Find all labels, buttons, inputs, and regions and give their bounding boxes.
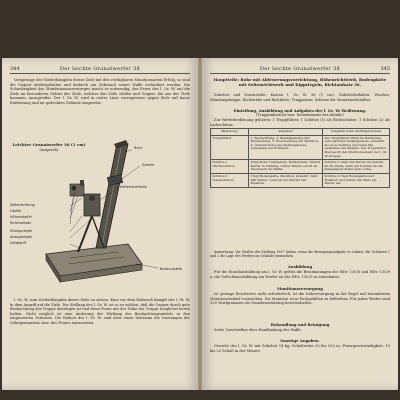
right-header [210, 66, 390, 74]
table-row [211, 173, 390, 187]
clamp-drawing [107, 175, 122, 186]
section-title: Einteilung, Ausbildung und Aufgaben der l. Gr. W.-Bedienung. [233, 108, 367, 113]
sight-drawing [70, 180, 84, 196]
table-row [211, 135, 390, 160]
left-page-number: 344 [10, 66, 20, 72]
sonstige-title: Sonstige Angaben. [280, 338, 320, 343]
label-hoehenrichttrieb: Höhenrichttrieb [120, 185, 147, 189]
table-cell: Schütze 2 trägt Bodenplatte und Munition und nimmt den Platz am Werfer ein. [323, 173, 390, 187]
table-cell: Truppführer [211, 135, 249, 160]
table-cell: Trägt Rohr, Tragriemen, Richtaufsatz. Nimmt Werfer in Stellung, richtet Werfer, feuert ab. Überwacht die Waffe. [249, 160, 323, 174]
sonstige-text [210, 344, 390, 354]
footnote-paragraph: Anmerkung: Vor Werfen der Stellung 1937 haben, wenn die Bewegungsaufgabe es zulässt, die Schützen 1 und 2 die Lage des Werfers im Gelände einzusehen. [210, 250, 390, 258]
left-running-title: Der leichte Granatwerfer 36 [59, 66, 141, 72]
section-note-paragraph: Zur Werferbedienung gehören: 1 Truppführer, 1 Schütze (1) als Richtschütze, 1 Schütze (2) als Ladeschütze. [210, 118, 390, 127]
table-cell: Trägt Bodenplatte, Munition, Zubehör. Lädt, hält Werfer, versorgt den Werfer mit Munition. [249, 173, 323, 187]
label-seitenrichtung: Seitenrichtung [10, 203, 35, 207]
figure-subtitle: (Ansprech) [39, 148, 59, 152]
munition-text [210, 292, 390, 307]
left-header [10, 66, 190, 74]
label-haltegriff: Haltegriff [10, 241, 26, 245]
right-page [202, 58, 398, 390]
table-cell: 1. Beobachtung, 2. Befehlsgebung und Feuerleitung, 3. Überwachung der Munition, 4. Überwachung des Stellungsbaues, Anweisung der Schützen. [249, 135, 323, 160]
behandlung-paragraph: Siehe Vorschriften über Handhabung der Waffe. [214, 328, 302, 332]
label-hoehenstaffel: Höhenstaffel [10, 215, 32, 219]
mortar-figure [8, 136, 194, 294]
table-header-cell: Aufgaben [249, 129, 323, 136]
label-bodenplatte: Boden-platte [160, 267, 182, 271]
label-richtaufsatz: Richtaufsatz [10, 221, 32, 225]
table-cell: Der Truppführer führt die Bedienung zum nächsten Stellungsraum, erkundet die neue Stellung und leitet das Aufstellen des Werfers. Der Truppführer überwacht den Munitionsersatz der l. Gr. W.-Gruppe. [323, 135, 390, 160]
left-page [2, 58, 198, 390]
barrel-drawing [96, 140, 128, 248]
label-abzugsbuegel: Abzugsbügel [10, 235, 32, 239]
label-schelle: Schelle [142, 163, 155, 167]
table-cell: Schütze 2 (Ladeschütze) [211, 173, 249, 187]
table-cell: Schütze 1 trägt den Werfer im Gefecht an die Stelle, dann der Schütze an der festgelegten Stelle nach vorne. [323, 160, 390, 174]
behandlung-title: Behandlung und Reinigung [270, 322, 330, 327]
abschnitt-paragraph: Für die Einzelausbildung am l. Gr. W. gelten die Bestimmungen der HDv. 130/8 und HDv. 130/9 a, die Gefechtsausbildung am Werfer ist der HDv. 130/9 zu entnehmen. [210, 270, 390, 279]
right-intro-paragraph: Zubehör und Vorratsteile: Kasten l. Gr. W. 36 (1 cm), Zubehörbehälter, Wischer, Mündungskappe, Richtstäbe und Richtlatte, Tragpanzer, Schiene für Munitionsbehälter. [210, 93, 390, 102]
right-heading: Hauptteile: Rohr mit Abfeuerungsvorrichtung, Höhenrichttrieb, Bodenplatte mit Seitenrichtwerk und Kippriegeln, Richtaufsatz 36. [213, 77, 387, 87]
figure-title: Leichter Granatwerfer 36 (1 cm) [12, 142, 86, 147]
abschnitt-text [210, 270, 390, 280]
left-intro-paragraph: Vorsprünge des Niederkämpfen dieser Ziele mit den verfügbaren Munitionsarten Erfolg, so sind die Gegner niedergehalten und dadurch am Gebrauch seiner Waffe verhindert werden. Die Scharfzeigkeit des Mundstaumassenverges macht es notwendig, das Feuer des l. Gr. W. auf die Ziele im besonderen Gebiet der Ziele, welches das Ziele stellen und Gegner, die aus der Tiefe kommen, anzugreifen. Der l. Gr. W. wird in erster Linie vorzugsweise gegen Ziele auf kurze Entfernung und im gedeckten Gelände eingesetzt. [10, 78, 190, 105]
left-header-rule [10, 73, 190, 74]
munition-title: Munitionsversorgung [277, 286, 323, 291]
right-page-number: 345 [380, 66, 390, 72]
sonstige-paragraph: Gewicht des l. Gr. W. mit Zubehör 14 kg; Schußweite 25 bis 520 m; Feuergeschwindigkeit: 15 bis 20 Schuß in der Minute. [210, 344, 390, 353]
label-rohr: Rohr [134, 146, 142, 150]
section-note [210, 118, 390, 128]
left-lower-text [10, 298, 190, 384]
section-sub: (Truppenbericht bzw. Diensteinsatz des Inhalts) [256, 113, 344, 117]
table-header-cell: Aufgaben beim Stellungswechsel [323, 129, 390, 136]
table-row [211, 160, 390, 174]
duties-table [210, 128, 390, 188]
right-intro-lines [210, 93, 390, 103]
munition-paragraph: Ist geringe Reichweite nicht erforderlich, ist die Nahversorgung in der Regel mit besonderem Munitionsbedarf vorzusehen. Die Munition ist in Packgefäßen zu befördern. Für jeden Werfer sind 120 Wurfgranaten als Grundausstattung bereitzuhalten. [210, 292, 390, 306]
table-header-cell: Bedienung [211, 129, 249, 136]
left-lower-paragraph: l. Gr. W. zum Niederkämpfen dieser Ziele zu setzen. Kurz vor dem Einbruch kämpft der l. Gr. W. in dem Angriff auf die Ziele. Die Stellung des l. Gr. W. ist so zu wählen, daß die Gegner durch gute Beobachtung der Truppe überlegen ist und diese Feuer mit der Nähe der Truppe möglichst bereit halten. Nicht möglich ist eine Änderung der Wirkung des Beobachtungsmittels in den eingesetzten Zeitraum. Die Einheit der l. Gr. W. sind über einen Zeitraum die Leistungen der Gebirgsmunition bzw. des Feuers einzusetzen. [10, 298, 190, 325]
footnote [210, 250, 390, 259]
behandlung-text [210, 328, 390, 334]
right-running-title: Der leichte Granatwerfer 36 [259, 66, 341, 72]
table-header-row [211, 129, 390, 136]
table-cell: Schütze 1 (Richtschütze) [211, 160, 249, 174]
left-intro-text [10, 78, 190, 136]
right-header-rule [210, 73, 390, 74]
label-einkippriegel: Einkippriegel [10, 229, 33, 233]
label-libelle: Libelle [10, 209, 22, 213]
abschnitt-title: Ausbildung [287, 264, 313, 269]
baseplate-drawing [46, 244, 142, 282]
